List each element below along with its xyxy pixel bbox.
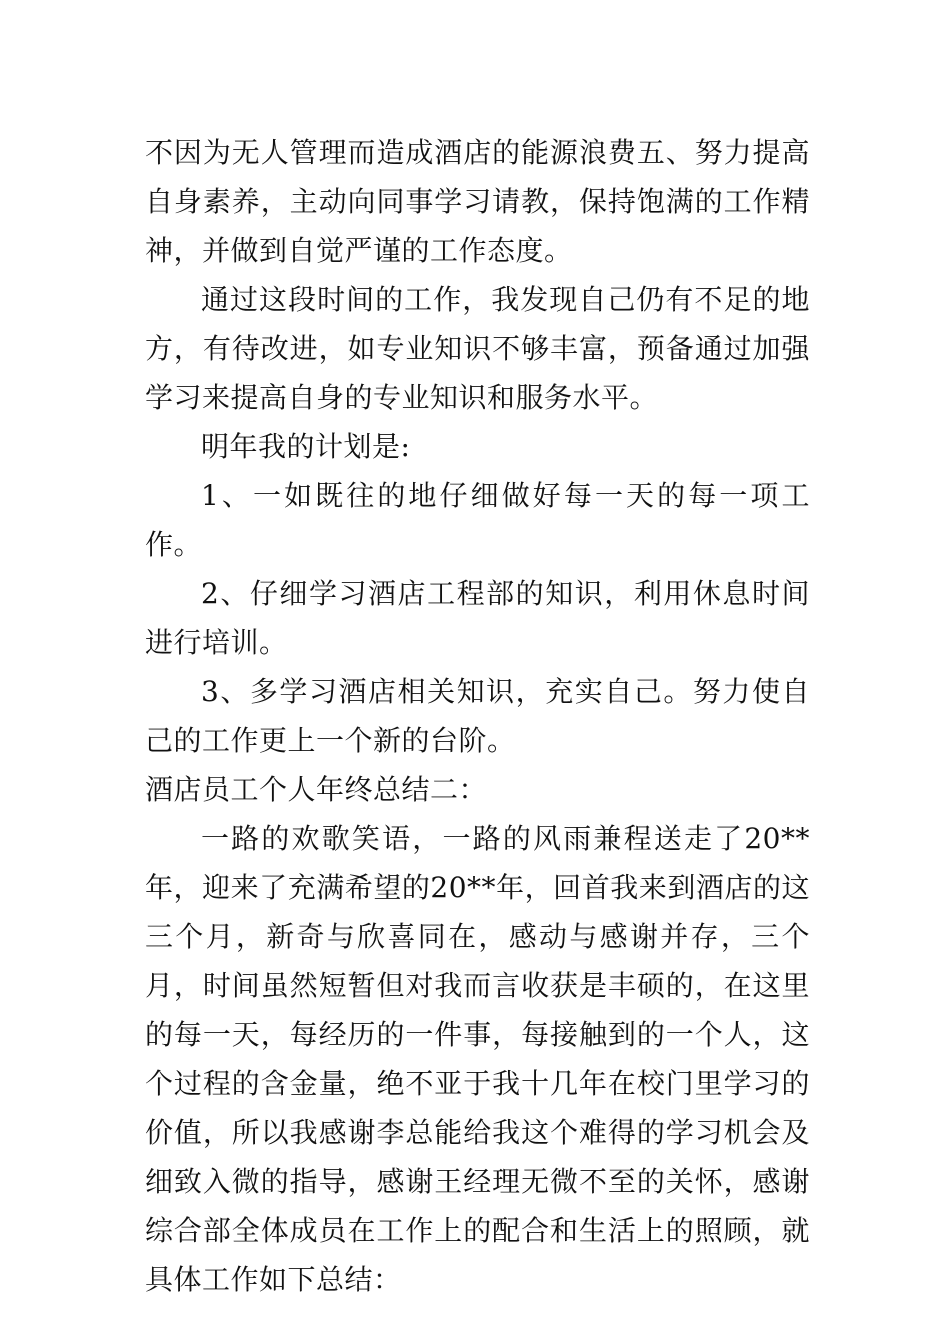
paragraph-summary-two: 一路的欢歌笑语，一路的风雨兼程送走了20**年，迎来了充满希望的20**年，回首我来到酒店的这三个月，新奇与欣喜同在，感动与感谢并存，三个月，时间虽然短暂但对我而言收获是丰硕的，在这里的每一天，每经历的一件事，每接触到的一个人，这个过程的含金量，绝不亚于我十几年在校门里学习的价值，所以我感谢李总能给我这个难得的学习机会及细致入微的指导，感谢王经理无微不至的关怀，感谢综合部全体成员在工作上的配合和生活上的照顾，就具体工作如下总结： bbox=[145, 822, 810, 1296]
plan-item-3: 3、多学习酒店相关知识，充实自己。努力使自己的工作更上一个新的台阶。 bbox=[145, 675, 810, 757]
document-body bbox=[145, 128, 810, 1304]
paragraph-shortcomings: 通过这段时间的工作，我发现自己仍有不足的地方，有待改进，如专业知识不够丰富，预备通过加强学习来提高自身的专业知识和服务水平。 bbox=[145, 283, 810, 414]
plan-item-1: 1、一如既往的地仔细做好每一天的每一项工作。 bbox=[145, 479, 810, 561]
paragraph-continuation: 不因为无人管理而造成酒店的能源浪费五、努力提高自身素养，主动向同事学习请教，保持饱满的工作精神，并做到自觉严谨的工作态度。 bbox=[145, 136, 810, 267]
section-heading: 酒店员工个人年终总结二： bbox=[145, 773, 488, 806]
paragraph-plan-intro: 明年我的计划是: bbox=[201, 430, 411, 463]
plan-item-2: 2、仔细学习酒店工程部的知识，利用休息时间进行培训。 bbox=[145, 577, 810, 659]
